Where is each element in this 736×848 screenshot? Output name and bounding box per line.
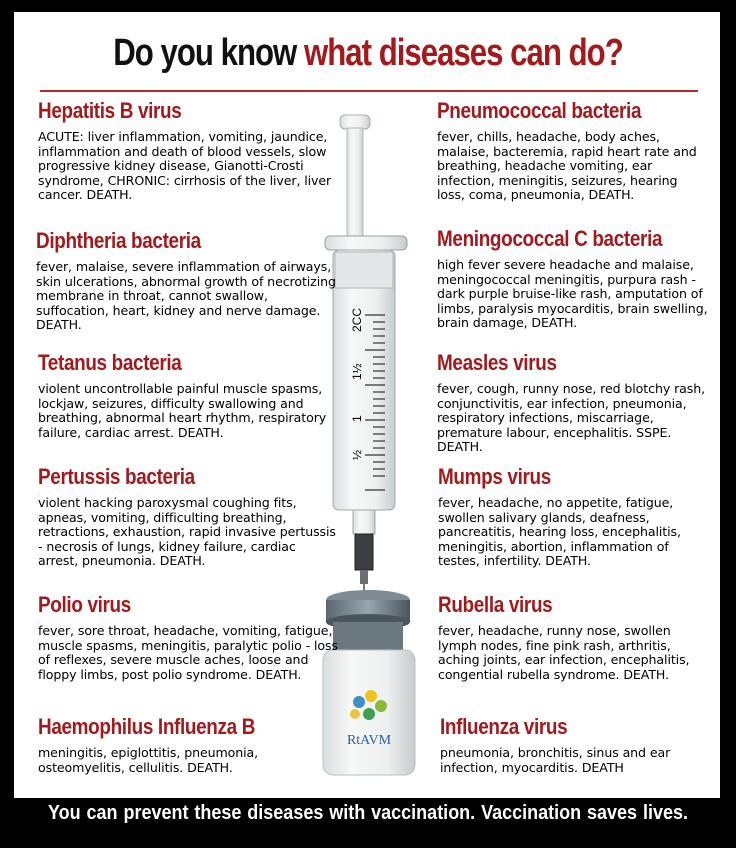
disease-description: violent hacking paroxysmal coughing fits, apneas, vomiting, difficulting breathing, retractions, exhaustion, rapid invasive pertussis - necrosis of lungs, kidney failure, cardiac arrest, pneumonia. DEATH.	[38, 495, 336, 569]
disease-heading: Mumps virus	[438, 464, 551, 489]
syringe-label-1: 1	[350, 415, 364, 422]
disease-heading: Pneumococcal bacteria	[437, 98, 642, 123]
disease-heading: Diphtheria bacteria	[36, 228, 201, 253]
disease-tetanus	[38, 350, 338, 440]
disease-description: violent uncontrollable painful muscle spasms, lockjaw, seizures, difficulty swallowing and breathing, abnormal heart rhythm, respiratory failure, cardiac arrest. DEATH.	[38, 381, 327, 440]
disease-polio	[38, 592, 338, 682]
title-prefix: Do you know	[113, 32, 297, 74]
page-title	[66, 32, 670, 75]
title-rule	[40, 90, 698, 92]
disease-heading: Hepatitis B virus	[38, 98, 182, 123]
disease-hepatitis-b	[38, 98, 338, 203]
disease-description: ACUTE: liver inflammation, vomiting, jaundice, inflammation and death of blood vessels, slow progressive kidney disease, Gianotti-Crosti syndrome, CHRONIC: cirrhosis of the liver, liver cancer. DEATH.	[38, 129, 332, 203]
disease-influenza	[440, 714, 708, 775]
syringe-label-2cc: 2CC	[350, 307, 364, 332]
disease-pneumococcal	[437, 98, 709, 203]
disease-description: fever, malaise, severe inflammation of airways, skin ulcerations, abnormal growth of necrotizing membrane in throat, cannot swallow, suffocation, heart, kidney and nerve damage. DEATH.	[36, 259, 336, 333]
disease-meningococcal	[437, 226, 709, 331]
disease-heading: Tetanus bacteria	[38, 350, 182, 375]
disease-description: fever, chills, headache, body aches, malaise, bacteremia, rapid heart rate and breathing, headache vomiting, ear infection, meningitis, seizures, hearing loss, coma, pneumonia, DEATH.	[437, 129, 697, 203]
disease-heading: Influenza virus	[440, 714, 568, 739]
disease-description: pneumonia, bronchitis, sinus and ear infection, myocarditis. DEATH	[440, 745, 671, 775]
disease-description: fever, headache, runny nose, swollen lymph nodes, fine pink rash, arthritis, aching joints, ear infection, encephalitis, congential rubella syndrome. DEATH.	[438, 623, 690, 682]
disease-heading: Pertussis bacteria	[38, 464, 195, 489]
disease-description: high fever severe headache and malaise, meningococcal meningitis, purpura rash - dark purple bruise-like rash, amputation of limbs, paralysis myocarditis, brain swelling, brain damage, DEATH.	[437, 257, 708, 331]
disease-description: fever, cough, runny nose, red blotchy rash, conjunctivitis, ear infection, pneumonia, respiratory infections, miscarriage, premature labour, encephalitis. SSPE. DEATH.	[437, 381, 706, 455]
disease-heading: Polio virus	[38, 592, 131, 617]
footer-slogan: You can prevent these diseases with vaccination. Vaccination saves lives.	[47, 802, 689, 824]
disease-description: fever, headache, no appetite, fatigue, swollen salivary glands, deafness, pancreatitis, hearing loss, encephalitis, meningitis, abortion, inflammation of testes, infertility. DEATH.	[438, 495, 681, 569]
disease-mumps	[438, 464, 708, 569]
syringe-illustration	[305, 110, 435, 790]
syringe-label-half: ½	[350, 449, 364, 460]
disease-heading: Measles virus	[437, 350, 557, 375]
title-highlight: what diseases can do?	[303, 32, 623, 74]
disease-heading: Haemophilus Influenza B	[38, 714, 256, 739]
disease-diphtheria	[36, 228, 336, 333]
disease-heading: Meningococcal C bacteria	[437, 226, 663, 251]
disease-description: fever, sore throat, headache, vomiting, fatigue, muscle spasms, meningitis, paralytic polio - loss of reflexes, severe muscle aches, loose and floppy limbs, post polio syndrome. DEATH.	[38, 623, 338, 682]
disease-measles	[437, 350, 709, 455]
disease-heading: Rubella virus	[438, 592, 553, 617]
syringe-label-1-half: 1½	[350, 363, 364, 380]
disease-rubella	[438, 592, 708, 682]
disease-pertussis	[38, 464, 338, 569]
disease-haemophilus	[38, 714, 338, 775]
disease-description: meningitis, epiglottitis, pneumonia, osteomyelitis, cellulitis. DEATH.	[38, 745, 259, 775]
vial-logo-text: RtAVM	[346, 733, 392, 748]
